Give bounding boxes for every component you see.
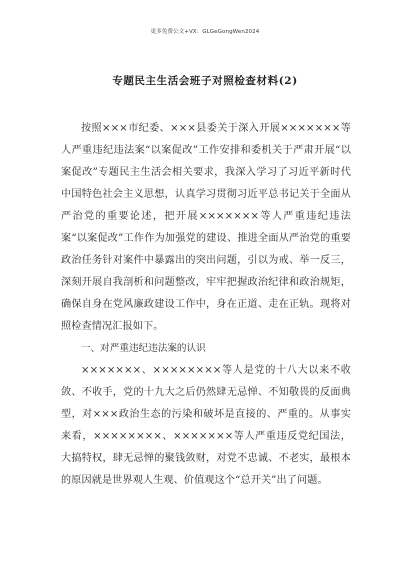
section-heading: 一、对严重违纪违法案的认识 (81, 343, 206, 354)
header-note: 更多免费公文+VX：GLGeGongWen2024 (150, 29, 260, 35)
document-title: 专题民主生活会班子对照检查材料(2) (112, 75, 298, 87)
section-paragraph: ×××××××、××××××××等人是党的十八大以来不收敛、不收手，党的十九大之后仍然肆无忌惮、不知敬畏的反面典型，对×××政治生态的污染和破坏是直接的、严重的。从事实来看，××××××××、×××××××等人严重违反党纪国法，大搞特权，肆无忌惮的聚钱敛财，对党不忠诚、不老实，最根本的原因就是世界观人生观、价值观这个“总开关”出了问题。 (61, 365, 351, 486)
document-body (61, 118, 351, 492)
intro-paragraph: 按照×××市纪委、×××县委关于深入开展×××××××等人严重违纪违法案“以案促改”工作安排和委机关于严肃开展“以案促改”专题民主生活会相关要求，我深入学习了习近平新时代中国特色社会主义思想，认真学习贯彻习近平总书记关于全面从严治党的重要论述，把开展×××××××等人严重违纪违法案“以案促改”工作作为加强党的建设、推进全面从严治党的重要政治任务针对案件中暴露出的突出问题，引以为戒、举一反三，深刻开展自我剖析和问题整改，牢牢把握政治纪律和政治规矩，确保自身在党风廉政建设工作中，身在正道、走在正轨。现将对照检查情况汇报如下。 (61, 123, 351, 332)
